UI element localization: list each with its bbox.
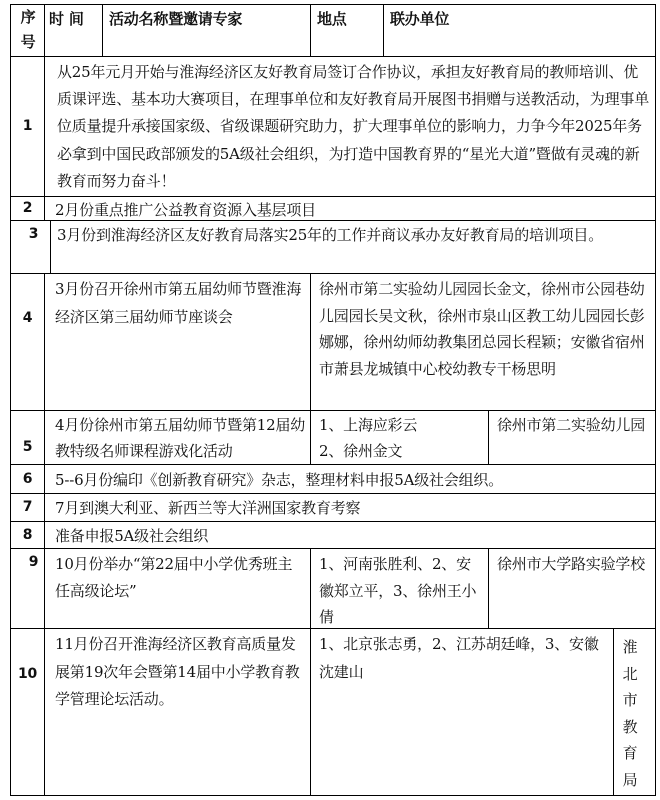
row-number: 1	[22, 118, 33, 134]
row-number: 7	[22, 499, 33, 515]
row-number: 9	[28, 554, 39, 570]
row-number: 8	[22, 527, 33, 543]
row-experts: 1、北京张志勇，2、江苏胡廷峰，3、安徽沈建山	[319, 635, 599, 681]
row-number: 5	[22, 439, 33, 455]
row-partner: 淮北市教育局	[622, 638, 638, 789]
rule	[655, 4, 656, 796]
rule	[10, 795, 656, 796]
row-text: 从25年元月开始与淮海经济区友好教育局签订合作协议，承担友好教育局的教师培训、优质课评选、基本功大赛项目，在理事单位和友好教育局开展图书捐赠与送教活动，为理事单位质量提升承接国家级、省级课题研究助力，扩大理事单位的影响力，力争今年2025年务必拿到中国民政部颁发的5A级社会组织，为打造中国教育界的“星光大道”暨做有灵魂的新教育而努力奋斗！	[57, 63, 650, 190]
row-partner: 徐州市第二实验幼儿园	[497, 416, 646, 434]
row-number: 10	[17, 666, 38, 682]
row-activity: 10月份举办“第22届中小学优秀班主任高级论坛”	[55, 555, 293, 600]
row-partner: 徐州市大学路实验学校	[497, 555, 646, 573]
row-activity: 11月份召开淮海经济区教育高质量发展第19次年会暨第14届中小学教育教学管理论坛活动。	[55, 635, 300, 708]
row-text: 7月到澳大利亚、新西兰等大洋洲国家教育考察	[55, 499, 361, 517]
header-time: 时 间	[49, 10, 84, 28]
row-text: 3月份到淮海经济区友好教育局落实25年的工作并商议承办友好教育局的培训项目。	[57, 226, 604, 244]
row-experts: 徐州市第二实验幼儿园园长金文，徐州市公园巷幼儿园园长吴文秋，徐州市泉山区教工幼儿园园长彭娜娜，徐州幼师幼教集团总园长程颖；安徽省宿州市萧县龙城镇中心校幼教专干杨思明	[319, 280, 645, 378]
row-activity: 3月份召开徐州市第五届幼师节暨淮海经济区第三届幼师节座谈会	[55, 280, 302, 326]
row-experts: 1、上海应彩云 2、徐州金文	[319, 416, 418, 460]
row-number: 3	[28, 226, 39, 242]
header-place: 地点	[317, 10, 347, 28]
header-activity: 活动名称暨邀请专家	[109, 10, 243, 28]
header-partner: 联办单位	[390, 10, 450, 28]
row-text: 2月份重点推广公益教育资源入基层项目	[55, 201, 316, 219]
row-number: 4	[22, 310, 33, 326]
rule	[613, 628, 614, 795]
header-seq: 序号	[20, 8, 36, 51]
row-text: 5--6月份编印《创新教育研究》杂志，整理材料申报5A级社会组织。	[55, 471, 504, 489]
row-text: 准备申报5A级社会组织	[55, 527, 209, 545]
row-activity: 4月份徐州市第五届幼师节暨第12届幼教特级名师课程游戏化活动	[55, 416, 306, 460]
row-experts: 1、河南张胜利、2、安徽郑立平，3、徐州王小倩	[319, 555, 477, 626]
row-number: 6	[22, 471, 33, 487]
row-number: 2	[22, 200, 33, 216]
